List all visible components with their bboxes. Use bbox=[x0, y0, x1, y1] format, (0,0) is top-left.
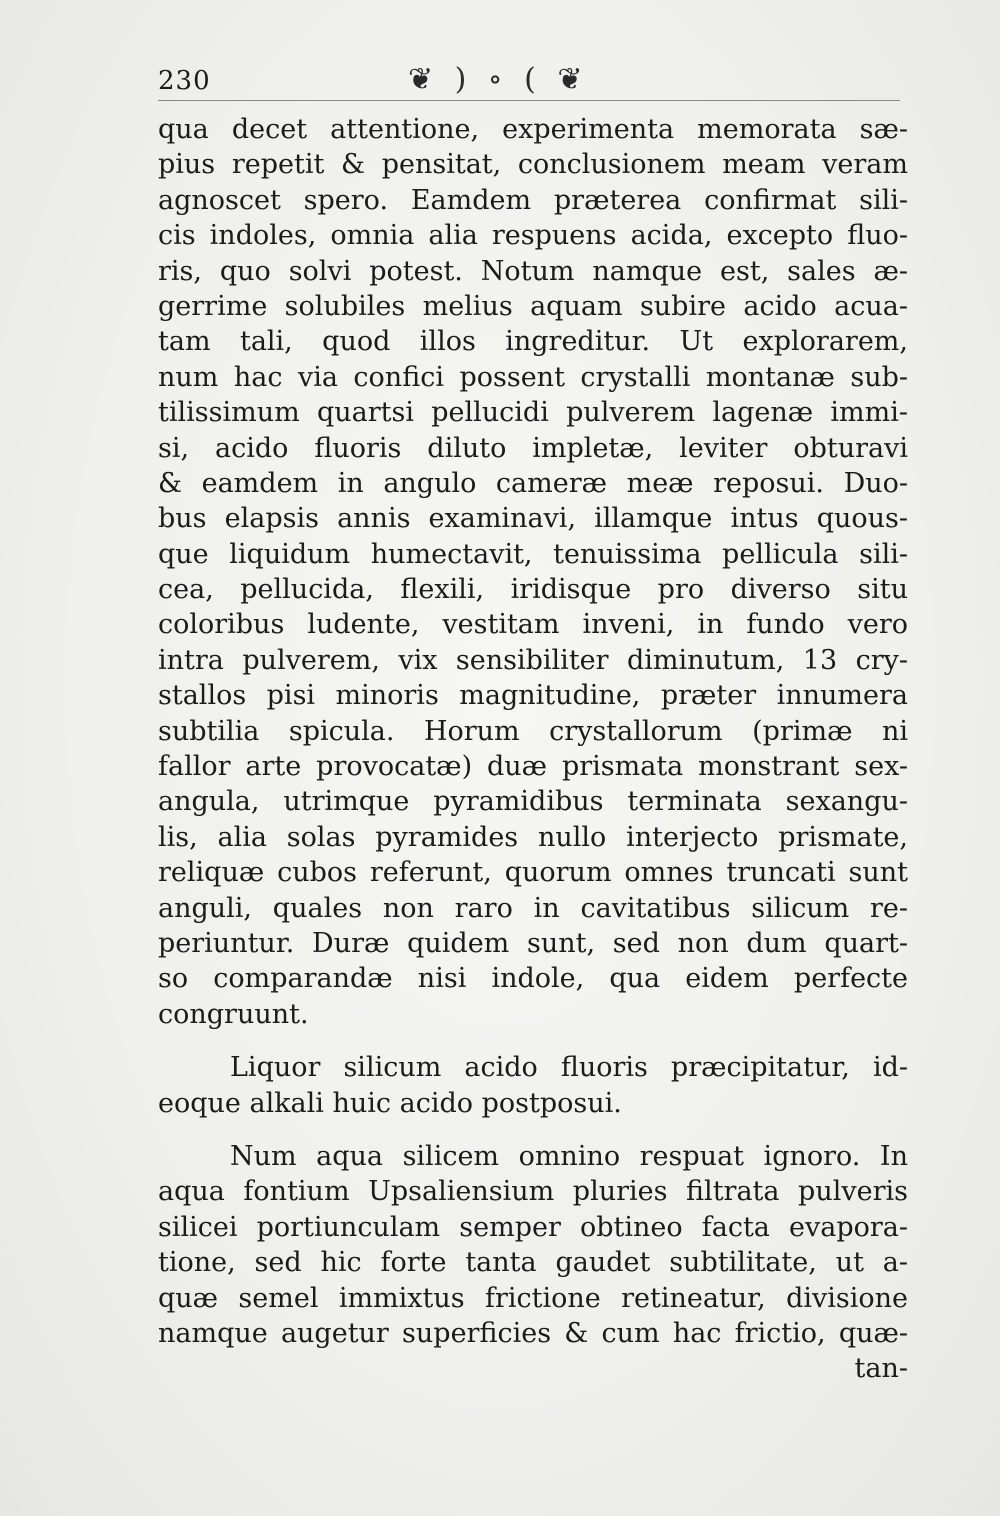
text-line: pius repetit & pensitat, conclusionem meam veram bbox=[158, 149, 908, 181]
text-line: namque augetur superficies & cum hac frictio, quæ- bbox=[158, 1317, 908, 1349]
text-line: gerrime solubiles melius aquam subire acido acua- bbox=[158, 290, 908, 322]
text-line: tam tali, quod illos ingreditur. Ut explorarem, bbox=[158, 326, 908, 358]
text-line: cis indoles, omnia alia respuens acida, excepto fluo- bbox=[158, 220, 908, 252]
text-line: anguli, quales non raro in cavitatibus silicum re- bbox=[158, 892, 908, 924]
paragraph-gap bbox=[158, 1032, 908, 1050]
text-line: ris, quo solvi potest. Notum namque est, sales æ- bbox=[158, 255, 908, 287]
text-line: silicei portiunculam semper obtineo facta evapora- bbox=[158, 1211, 908, 1243]
text-line: aqua fontium Upsaliensium pluries filtrata pulveris bbox=[158, 1176, 908, 1208]
text-line: qua decet attentione, experimenta memorata sæ- bbox=[158, 114, 908, 145]
paragraph-gap bbox=[158, 1121, 908, 1139]
text-line: bus elapsis annis examinavi, illamque intus quous- bbox=[158, 503, 908, 535]
paragraph-1 bbox=[158, 112, 908, 1032]
text-line: Liquor silicum acido fluoris præcipitatur, id- bbox=[230, 1052, 908, 1084]
text-line: lis, alia solas pyramides nullo interjecto prismate, bbox=[158, 821, 908, 853]
text-line: congruunt. bbox=[158, 998, 309, 1030]
text-line: tilissimum quartsi pellucidi pulverem lagenæ immi- bbox=[158, 397, 908, 429]
text-line: reliquæ cubos referunt, quorum omnes truncati sunt bbox=[158, 857, 908, 889]
page-header bbox=[158, 58, 900, 98]
header-rule bbox=[158, 100, 900, 101]
page-number: 230 bbox=[158, 66, 211, 96]
paragraph-3 bbox=[158, 1139, 908, 1387]
text-line: agnoscet spero. Eamdem præterea confirmat sili- bbox=[158, 184, 908, 216]
header-ornament: ❦ ) ∘ ( ❦ bbox=[408, 62, 589, 97]
text-line: intra pulverem, vix sensibiliter diminutum, 13 cry- bbox=[158, 644, 908, 676]
text-line: fallor arte provocatæ) duæ prismata monstrant sex- bbox=[158, 751, 908, 783]
text-line: stallos pisi minoris magnitudine, præter innumera bbox=[158, 680, 908, 712]
text-line: quæ semel immixtus frictione retineatur, divisione bbox=[158, 1282, 908, 1314]
text-line: Num aqua silicem omnino respuat ignoro. In bbox=[230, 1140, 908, 1172]
text-line: cea, pellucida, flexili, iridisque pro diverso situ bbox=[158, 574, 908, 606]
text-line: que liquidum humectavit, tenuissima pellicula sili- bbox=[158, 538, 908, 570]
text-line: eoque alkali huic acido postposui. bbox=[158, 1087, 622, 1119]
catchword: tan- bbox=[854, 1353, 908, 1385]
text-line: coloribus ludente, vestitam inveni, in fundo vero bbox=[158, 609, 908, 641]
text-line: si, acido fluoris diluto impletæ, leviter obturavi bbox=[158, 432, 908, 464]
text-line: so comparandæ nisi indole, qua eidem perfecte bbox=[158, 963, 908, 995]
text-line: & eamdem in angulo cameræ meæ reposui. Duo- bbox=[158, 467, 908, 499]
text-line: tione, sed hic forte tanta gaudet subtilitate, ut a- bbox=[158, 1247, 908, 1279]
text-line: subtilia spicula. Horum crystallorum (primæ ni bbox=[158, 715, 908, 747]
text-line: periuntur. Duræ quidem sunt, sed non dum quart- bbox=[158, 927, 908, 959]
text-line: angula, utrimque pyramidibus terminata sexangu- bbox=[158, 786, 908, 818]
paragraph-2 bbox=[158, 1050, 908, 1121]
text-line: num hac via confici possent crystalli montanæ sub- bbox=[158, 361, 908, 393]
body-text bbox=[158, 112, 908, 1387]
